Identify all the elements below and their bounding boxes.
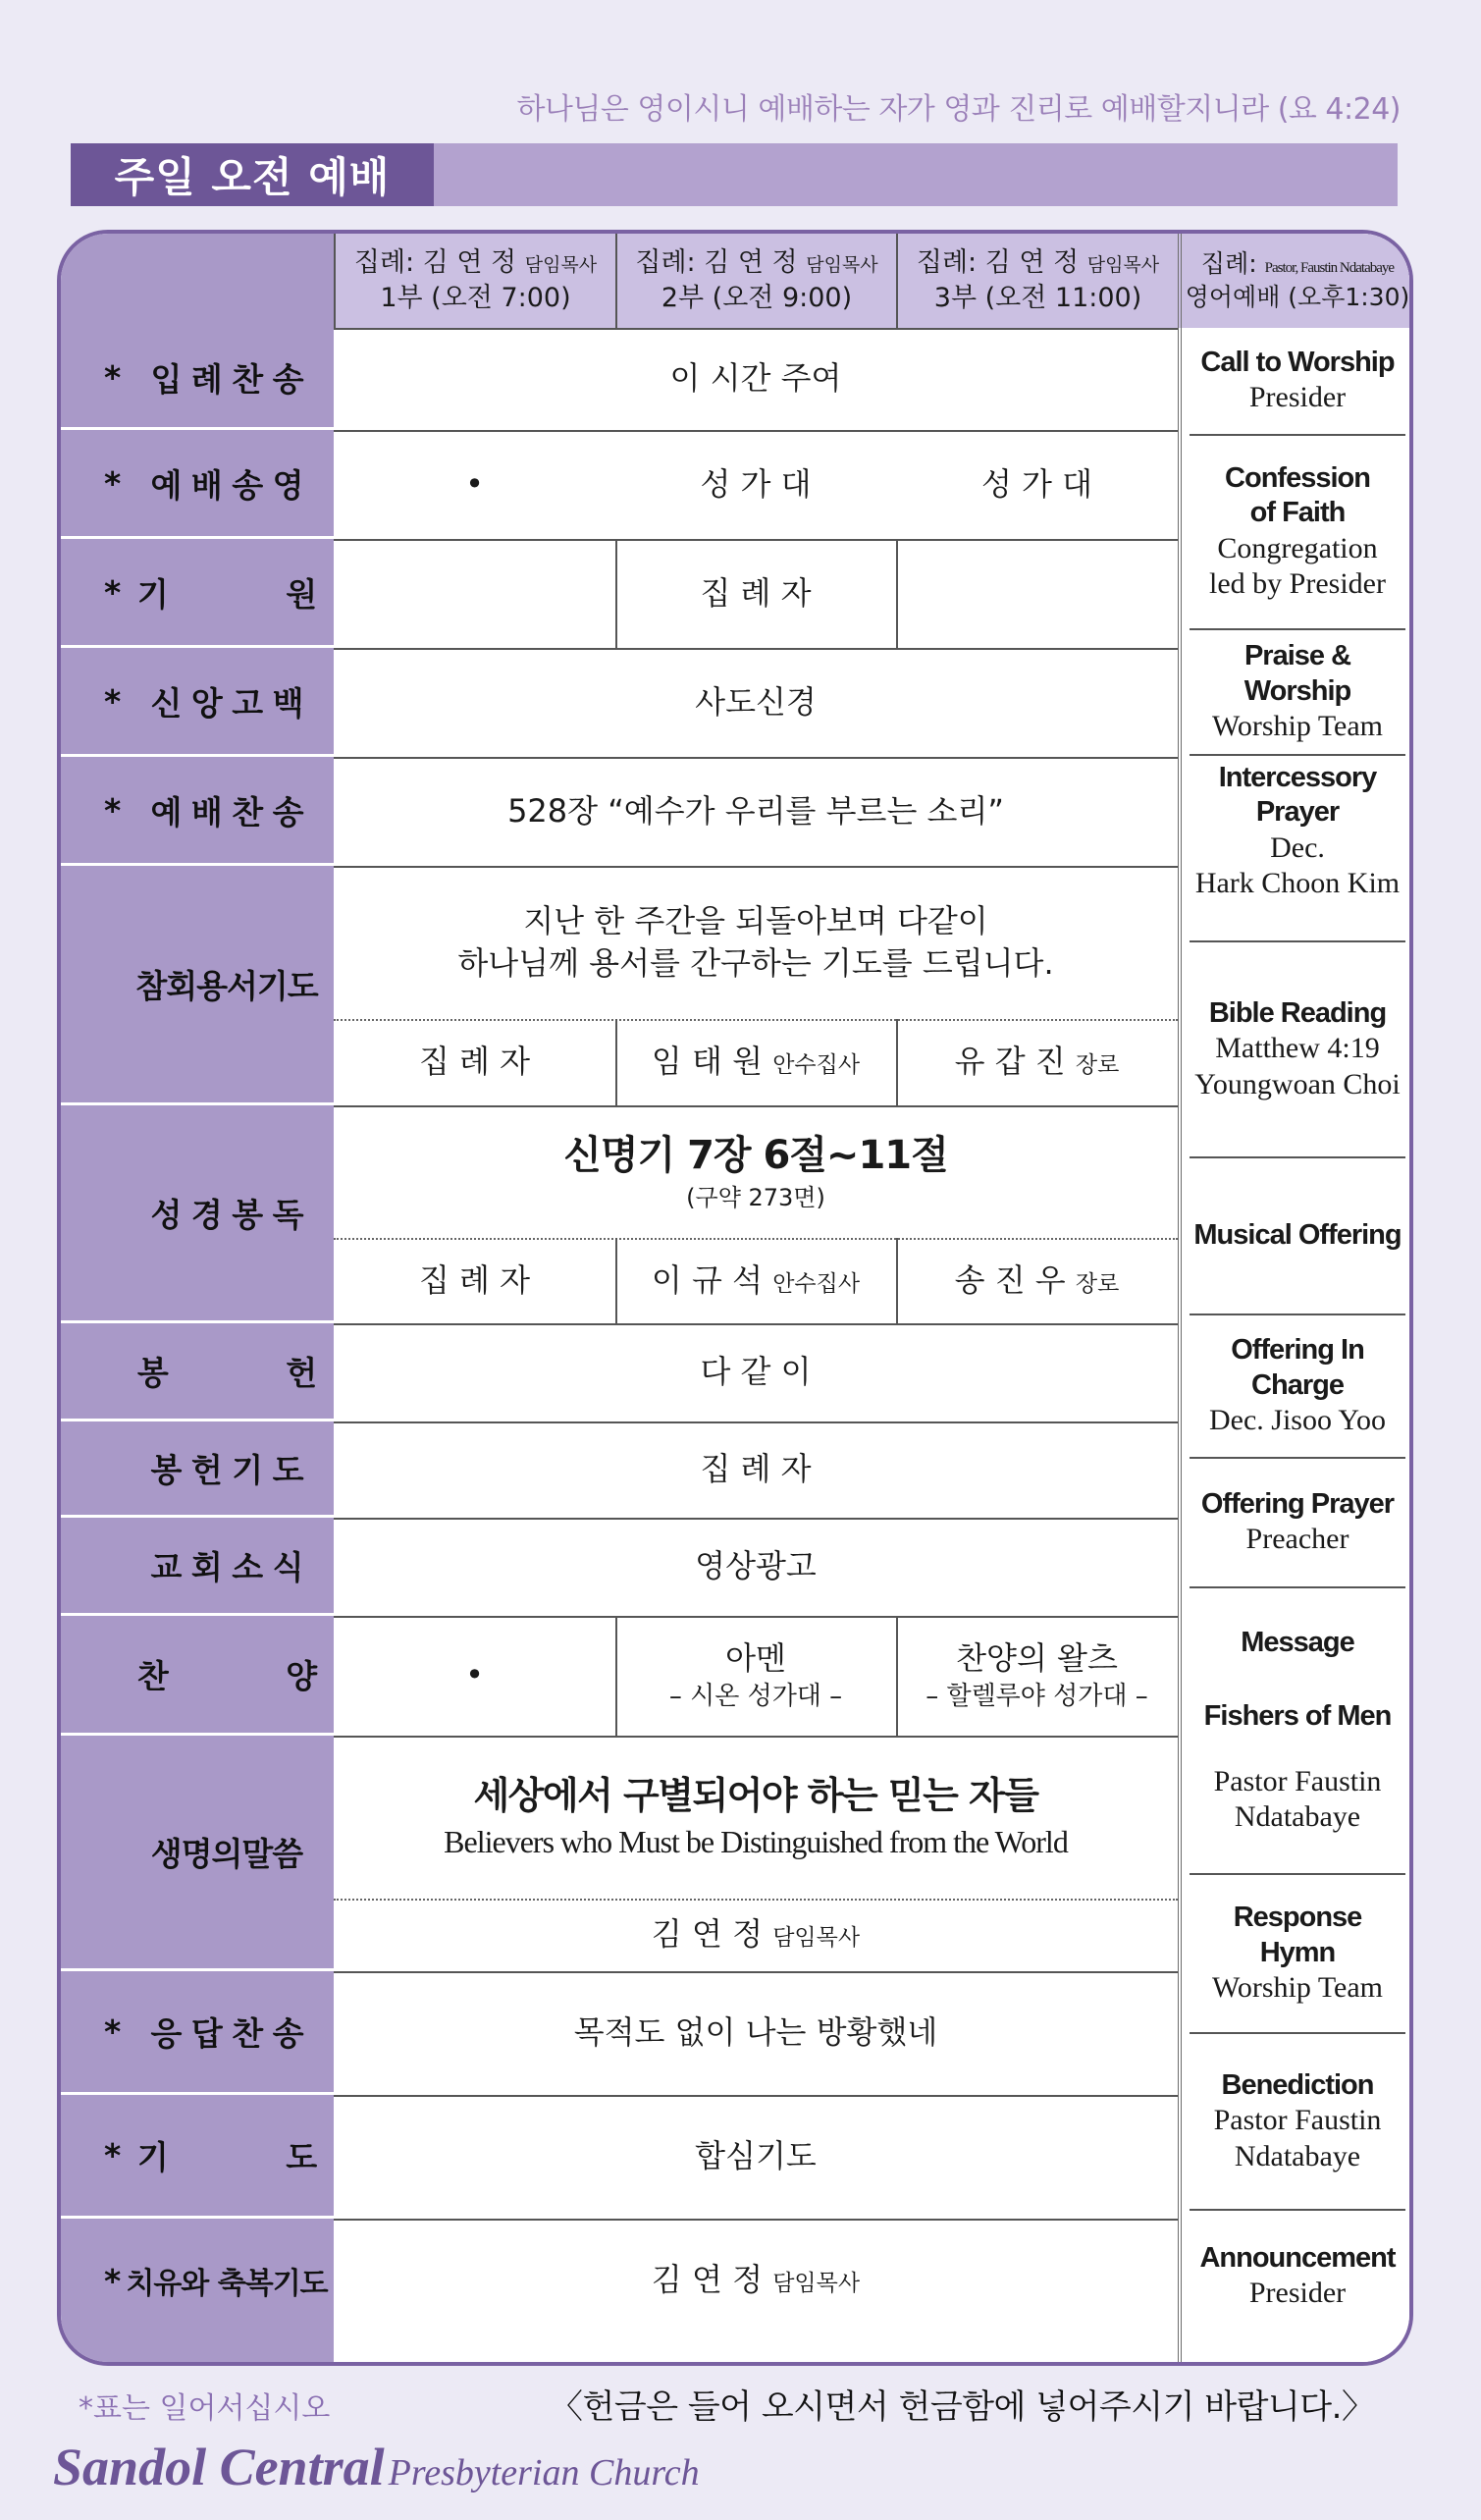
scripture-passage: 신명기 7장 6절~11절 (구약 273면) [563, 1133, 948, 1212]
label-sermon: 생명의말씀 [61, 1736, 334, 1971]
header-service-1: 집례: 김 연 정 담임목사 1부 (오전 7:00) [334, 234, 615, 328]
offering-note: 〈헌금은 들어 오시면서 헌금함에 넣어주시기 바랍니다.〉 [550, 2387, 1375, 2427]
eng-offering-in-charge: Offering In Charge Dec. Jisoo Yoo [1208, 1334, 1387, 1437]
order-of-worship-table [57, 230, 1413, 2366]
label-creed: * 신 앙 고 백 [61, 648, 334, 757]
eng-response-hymn: Response Hymn Worship Team [1211, 1902, 1384, 2005]
eng-intercessory-prayer: Intercessory Prayer Dec. Hark Choon Kim [1194, 762, 1401, 900]
anthem-service-1: • [465, 464, 484, 503]
eng-message: Message Fishers of Men Pastor Faustin Ndatabaye [1203, 1627, 1392, 1834]
church-name: Sandol Central Presbyterian Church [53, 2438, 700, 2496]
label-healing-prayer: * 치유와 축복기도 [104, 2261, 328, 2301]
label-praise: 찬 양 [61, 1616, 334, 1736]
eng-call-to-worship: Call to Worship Presider [1200, 347, 1395, 414]
anthem-service-3: 성 가 대 [980, 464, 1093, 503]
eng-praise-worship: Praise & Worship Worship Team [1211, 640, 1384, 743]
praise-service-1: • [465, 1656, 484, 1694]
invocation-leader: 집 례 자 [700, 573, 812, 612]
label-invocation: * 기 원 [61, 539, 334, 648]
confession-leader-3: 유 갑 진 장로 [954, 1043, 1120, 1081]
healing-prayer-leader: 김 연 정 담임목사 [651, 2261, 861, 2299]
label-hymn: * 예 배 찬 송 [61, 757, 334, 866]
offering-text: 다 같 이 [700, 1353, 812, 1391]
scripture-reader-3: 송 진 우 장로 [954, 1260, 1120, 1299]
label-scripture-reading: 성 경 봉 독 [61, 1105, 334, 1323]
corner-cell [61, 234, 334, 328]
offering-prayer-leader: 집 례 자 [700, 1450, 812, 1488]
church-news-text: 영상광고 [695, 1547, 817, 1585]
label-anthem: * 예 배 송 영 [61, 430, 334, 539]
page-title: 주일 오전 예배 [71, 143, 434, 206]
scripture-reader-1: 집 례 자 [418, 1260, 531, 1299]
scripture-verse: 하나님은 영이시니 예배하는 자가 영과 진리로 예배할지니라 (요 4:24) [516, 92, 1401, 127]
sermon-preacher: 김 연 정 담임목사 [651, 1915, 861, 1954]
header-service-3: 집례: 김 연 정 담임목사 3부 (오전 11:00) [896, 234, 1178, 328]
eng-benediction: Benediction Pastor Faustin Ndatabaye [1213, 2068, 1382, 2172]
prayer-text: 합심기도 [695, 2137, 817, 2175]
label-response-hymn: * 응 답 찬 송 [61, 1971, 334, 2095]
scripture-reader-2: 이 규 석 안수집사 [651, 1260, 861, 1299]
label-church-news: 교 회 소 식 [61, 1518, 334, 1616]
header-english-service: 집례: Pastor, Faustin Ndatabaye 영어예배 (오후1:30) [1185, 249, 1410, 311]
sermon-title: 세상에서 구별되어야 하는 믿는 자들 Believers who Must be Distinguished from the World [444, 1773, 1068, 1860]
response-hymn-title: 목적도 없이 나는 방황했네 [573, 2013, 938, 2052]
worship-hymn: 528장 “예수가 우리를 부르는 소리” [507, 791, 1004, 830]
eng-bible-reading: Bible Reading Matthew 4:19 Youngwoan Choi [1194, 996, 1401, 1100]
praise-service-3: 찬양의 왈츠 – 할렐루야 성가대 – [926, 1638, 1148, 1712]
confession-text: 지난 한 주간을 되돌아보며 다같이 하나님께 용서를 간구하는 기도를 드립니다. [457, 901, 1054, 982]
eng-announcement: Announcement Presider [1199, 2242, 1396, 2310]
confession-leader-1: 집 례 자 [418, 1043, 531, 1081]
confession-leader-2: 임 태 원 안수집사 [651, 1043, 861, 1081]
eng-offering-prayer: Offering Prayer Preacher [1200, 1488, 1395, 1556]
creed-text: 사도신경 [695, 682, 817, 721]
praise-service-2: 아멘 – 시온 성가대 – [668, 1638, 843, 1712]
label-call-to-worship: * 입 례 찬 송 [61, 328, 334, 430]
header-service-2: 집례: 김 연 정 담임목사 2부 (오전 9:00) [615, 234, 896, 328]
call-to-worship-song: 이 시간 주여 [669, 359, 842, 398]
anthem-service-2: 성 가 대 [700, 464, 812, 503]
label-offering: 봉 헌 [61, 1323, 334, 1421]
label-offering-prayer: 봉 헌 기 도 [61, 1421, 334, 1518]
label-prayer: * 기 도 [61, 2095, 334, 2219]
eng-confession-of-faith: Confession of Faith Congregation led by Presider [1209, 462, 1386, 601]
label-confession-prayer: 참회용서기도 [61, 866, 334, 1105]
eng-musical-offering: Musical Offering [1193, 1219, 1402, 1252]
standing-footnote: *표는 일어서십시오 [79, 2391, 331, 2426]
